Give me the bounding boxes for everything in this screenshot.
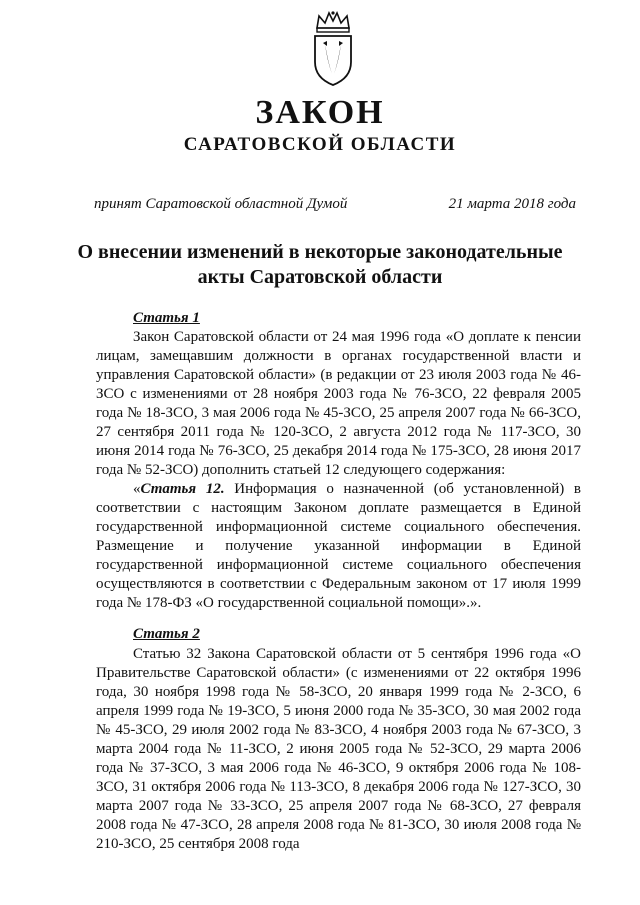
coat-of-arms-icon (305, 10, 361, 88)
document-title: ЗАКОН (255, 94, 385, 131)
law-title-line-1: О внесении изменений в некоторые законодательные (77, 241, 563, 263)
law-title-line-2: акты Саратовской области (197, 266, 443, 288)
article-1-quoted-article (96, 480, 581, 613)
adopted-by-text: принят Саратовской областной Думой (94, 196, 348, 212)
article-2-paragraph: Статью 32 Закона Саратовской области от 5 сентября 1996 года «О Правительстве Саратовской области» (с изменениями от 22 октября 1996 года, 30 ноября 1998 года № 58-ЗСО, 20 января 1999 года № 2-ЗСО, 6 апреля 1999 года № 19-ЗСО, 5 июня 2000 года № 35-ЗСО, 30 мая 2002 года № 45-ЗСО, 29 июля 2002 года № 83-ЗСО, 4 ноября 2003 года № 67-ЗСО, 3 марта 2004 года № 11-ЗСО, 2 июня 2005 года № 52-ЗСО, 29 марта 2006 года № 37-ЗСО, 3 мая 2006 года № 46-ЗСО, 9 октября 2006 года № 108-ЗСО, 31 октября 2006 года № 113-ЗСО, 8 декабря 2006 года № 127-ЗСО, 30 марта 2007 года № 33-ЗСО, 25 апреля 2007 года № 68-ЗСО, 27 февраля 2008 года № 47-ЗСО, 28 апреля 2008 года № 81-ЗСО, 30 июля 2008 года № 210-ЗСО, 25 сентября 2008 года (96, 646, 581, 852)
adoption-date: 21 марта 2018 года (448, 196, 576, 212)
article-1-body (96, 328, 581, 613)
document-subtitle: САРАТОВСКОЙ ОБЛАСТИ (183, 134, 457, 155)
quote-open-mark: « (133, 481, 141, 497)
quoted-article-label: Статья 12. (140, 481, 225, 497)
article-1-paragraph: Закон Саратовской области от 24 мая 1996 года «О доплате к пенсии лицам, замещавшим должности в органах государственной власти и управления Саратовской области» (в редакции от 23 июля 2003 года № 46-ЗСО с изменениями от 28 ноября 2003 года № 76-ЗСО, 22 февраля 2005 года № 18-ЗСО, 3 мая 2006 года № 45-ЗСО, 25 апреля 2007 года № 66-ЗСО, 27 сентября 2011 года № 120-ЗСО, 2 августа 2012 года № 117-ЗСО, 30 июня 2014 года № 76-ЗСО, 25 декабря 2014 года № 175-ЗСО, 28 июня 2017 года № 52-ЗСО) дополнить статьей 12 следующего содержания: (96, 329, 581, 478)
article-2-body (96, 645, 581, 854)
quoted-article-text: Информация о назначенной (об установленной) в соответствии с настоящим Законом доплате размещается в Единой государственной информационной системе социального обеспечения. Размещение и получение указанной информации в Единой государственной информационной системе социального обеспечения осуществляются в соответствии с Федеральным законом от 17 июля 1999 года № 178-ФЗ «О государственной социальной помощи».». (96, 481, 581, 611)
article-1-heading: Статья 1 (133, 310, 200, 326)
article-2-heading: Статья 2 (133, 626, 200, 642)
law-title (0, 240, 640, 290)
